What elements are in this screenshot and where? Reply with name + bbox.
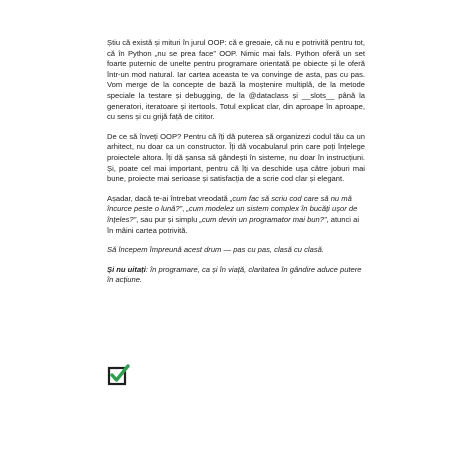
book-text — [107, 38, 365, 295]
dont-forget-bold: Și nu uitați — [107, 264, 146, 274]
lets-begin-text: Să începem împreună acest drum — pas cu pas, clasă cu clasă. — [107, 245, 324, 255]
checkbox-checked-icon — [107, 363, 131, 387]
question-one: „cum fac să scriu cod care să nu mă încurce peste o lună?” — [107, 193, 352, 214]
paragraph-oop-myths: Știu că există și mituri în jurul OOP: că e greoaie, că nu e potrivită pentru tot, că în Python „nu se prea face” OOP. Nimic mai fals. Python oferă un set foarte puternic de unelte pentru programare orientată pe obiecte și le oferă într-un mod natural. Iar cartea aceasta te va convinge de asta, pas cu pas. Vom merge de la concepte de bază la moștenire multiplă, de la metode speciale la testare și debugging, de la @dataclass și __slots__ până la generatori, iteratoare și itertools. Totul explicat clar, din aproape în aproape, cu sens și cu grijă față de cititor. — [107, 38, 365, 122]
questions-separator-1: , — [182, 204, 187, 214]
paragraph-why-learn-oop: De ce să înveți OOP? Pentru că îți dă puterea să organizezi codul tău ca un arhitect, nu doar ca un constructor. Îți dă vocabularul prin care poți înțelege proiectele altora. Îți dă șansa să gândești în sisteme, nu doar în instrucțiuni. Și, poate cel mai important, pentru că îți va deschide ușa către joburi mai bune, proiecte mai serioase și satisfacția de a scrie cod clar și elegant. — [107, 131, 365, 184]
paragraph-lets-begin — [107, 245, 365, 256]
dont-forget-rest: : în programare, ca și în viață, claritatea în gândire aduce putere în acțiune. — [107, 264, 362, 285]
questions-intro: Așadar, dacă te-ai întrebat vreodată — [107, 193, 230, 203]
question-two: „cum modelez un sistem complex în bucăți ușor de înțeles?” — [107, 204, 358, 224]
question-three: „cum devin un programator mai bun?” — [199, 214, 327, 224]
paragraph-questions — [107, 194, 365, 236]
paragraph-dont-forget — [107, 265, 365, 286]
questions-outro: , atunci ai în mâini cartea potrivită. — [107, 214, 360, 235]
questions-separator-2: , sau pur și simplu — [136, 214, 200, 224]
